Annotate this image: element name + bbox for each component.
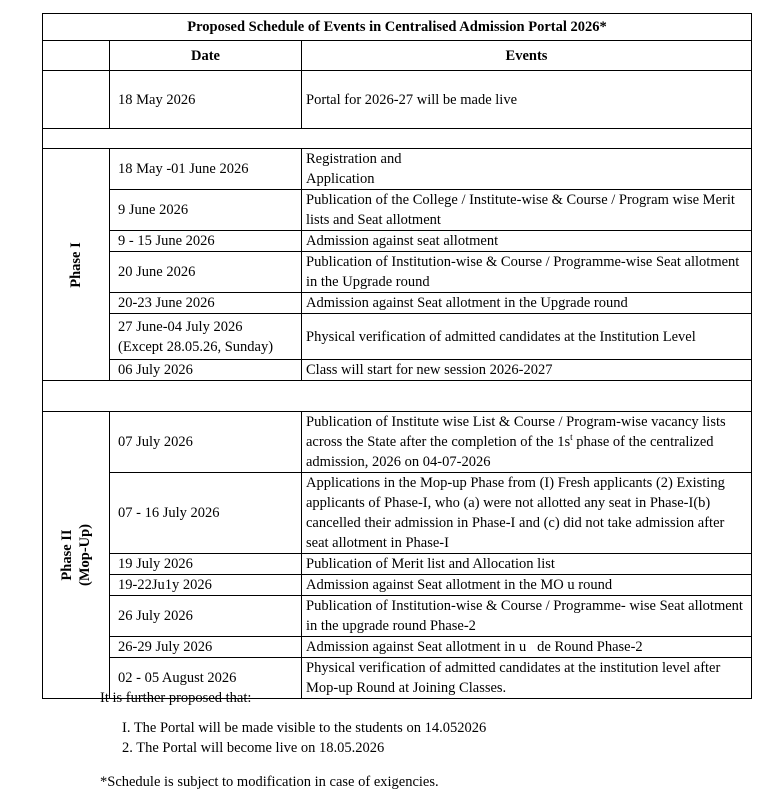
phase-2-cell: [43, 412, 110, 699]
table-row: [43, 473, 752, 554]
row-date-line: 27 June-04 July 2026: [118, 318, 243, 335]
row-event: Publication of the College / Institute-wise & Course / Program wise Merit lists and Seat allotment: [302, 190, 752, 231]
row-event-superscript: t: [570, 432, 573, 443]
row-event: Admission against Seat allotment in u de Round Phase-2: [302, 637, 752, 658]
table-row: [43, 596, 752, 637]
row-date: 19-22Ju1y 2026: [110, 575, 302, 596]
phase-2-label-line: (Mop-Up): [77, 523, 93, 586]
row-date: 18 May -01 June 2026: [110, 149, 302, 190]
phase-1-cell: [43, 149, 110, 381]
spacer-row: [43, 129, 752, 149]
table-row: [43, 231, 752, 252]
row-date: 26 July 2026: [110, 596, 302, 637]
row-event: Class will start for new session 2026-2027: [302, 360, 752, 381]
note-item: I. The Portal will be made visible to the students on 14.052026: [122, 720, 487, 736]
row-event: Publication of Institution-wise & Course / Programme- wise Seat allotment in the upgrade round Phase-2: [302, 596, 752, 637]
row-date: 26-29 July 2026: [110, 637, 302, 658]
intro-blank-cell: [43, 71, 110, 129]
table-header-row: [43, 41, 752, 71]
table-title-row: [43, 14, 752, 41]
table-title: Proposed Schedule of Events in Centralised Admission Portal 2026*: [43, 14, 752, 41]
header-date: Date: [110, 41, 302, 71]
row-date: 07 July 2026: [110, 412, 302, 473]
phase-2-label-line: Phase II: [59, 528, 75, 581]
row-date: 06 July 2026: [110, 360, 302, 381]
row-date: 20 June 2026: [110, 252, 302, 293]
row-event: Admission against seat allotment: [302, 231, 752, 252]
table-row: [43, 293, 752, 314]
header-blank-cell: [43, 41, 110, 71]
row-event-text: Publication of Institute wise List & Course / Program-wise vacancy lists across the State after the completion of the 1s: [306, 414, 726, 450]
table-row: [43, 554, 752, 575]
row-event: [302, 149, 752, 190]
table-row: [43, 575, 752, 596]
row-event: Applications in the Mop-up Phase from (I) Fresh applicants (2) Existing applicants of Phase-I, who (a) were not allotted any seat in Phase-I(b) cancelled their admission in Phase-I and (c) did not take admission after seat allotment in Phase-I: [302, 473, 752, 554]
row-event: Publication of Institution-wise & Course / Programme-wise Seat allotment in the Upgrade round: [302, 252, 752, 293]
table-row: [43, 252, 752, 293]
row-event: [302, 412, 752, 473]
header-events: Events: [302, 41, 752, 71]
table-row: [43, 360, 752, 381]
phase-2-label: [58, 523, 94, 585]
row-event-line: Application: [306, 171, 375, 187]
row-date: 20-23 June 2026: [110, 293, 302, 314]
table-row: [43, 190, 752, 231]
note-item: 2. The Portal will become live on 18.05.2026: [122, 740, 385, 756]
phase-1-label: Phase I: [68, 241, 84, 288]
row-date: 19 July 2026: [110, 554, 302, 575]
notes-intro: It is further proposed that:: [100, 690, 252, 706]
row-date-line: (Except 28.05.26, Sunday): [118, 338, 274, 355]
row-event: Admission against Seat allotment in the Upgrade round: [302, 293, 752, 314]
row-date: 9 - 15 June 2026: [110, 231, 302, 252]
table-row: [43, 412, 752, 473]
row-date: 9 June 2026: [110, 190, 302, 231]
row-date: [110, 314, 302, 360]
table-row: [43, 637, 752, 658]
row-event: Physical verification of admitted candidates at the institution level after Mop-up Round at Joining Classes.: [302, 658, 752, 699]
row-event: Physical verification of admitted candidates at the Institution Level: [302, 314, 752, 360]
table-row: [43, 149, 752, 190]
table-row: [43, 314, 752, 360]
row-date: 02 - 05 August 2026: [110, 658, 302, 699]
notes-section: [100, 688, 760, 792]
spacer-row: [43, 381, 752, 412]
row-event: Portal for 2026-27 will be made live: [302, 71, 752, 129]
notes-footer: *Schedule is subject to modification in case of exigencies.: [100, 774, 439, 790]
row-date: 18 May 2026: [110, 71, 302, 129]
row-event-line: Registration and: [306, 151, 402, 167]
schedule-table: [42, 13, 752, 699]
table-row: [43, 71, 752, 129]
row-event: Publication of Merit list and Allocation list: [302, 554, 752, 575]
row-event: Admission against Seat allotment in the MO u round: [302, 575, 752, 596]
row-event-text: phase of the centralized admission, 2026 on 04-07-2026: [306, 434, 714, 470]
row-date: 07 - 16 July 2026: [110, 473, 302, 554]
